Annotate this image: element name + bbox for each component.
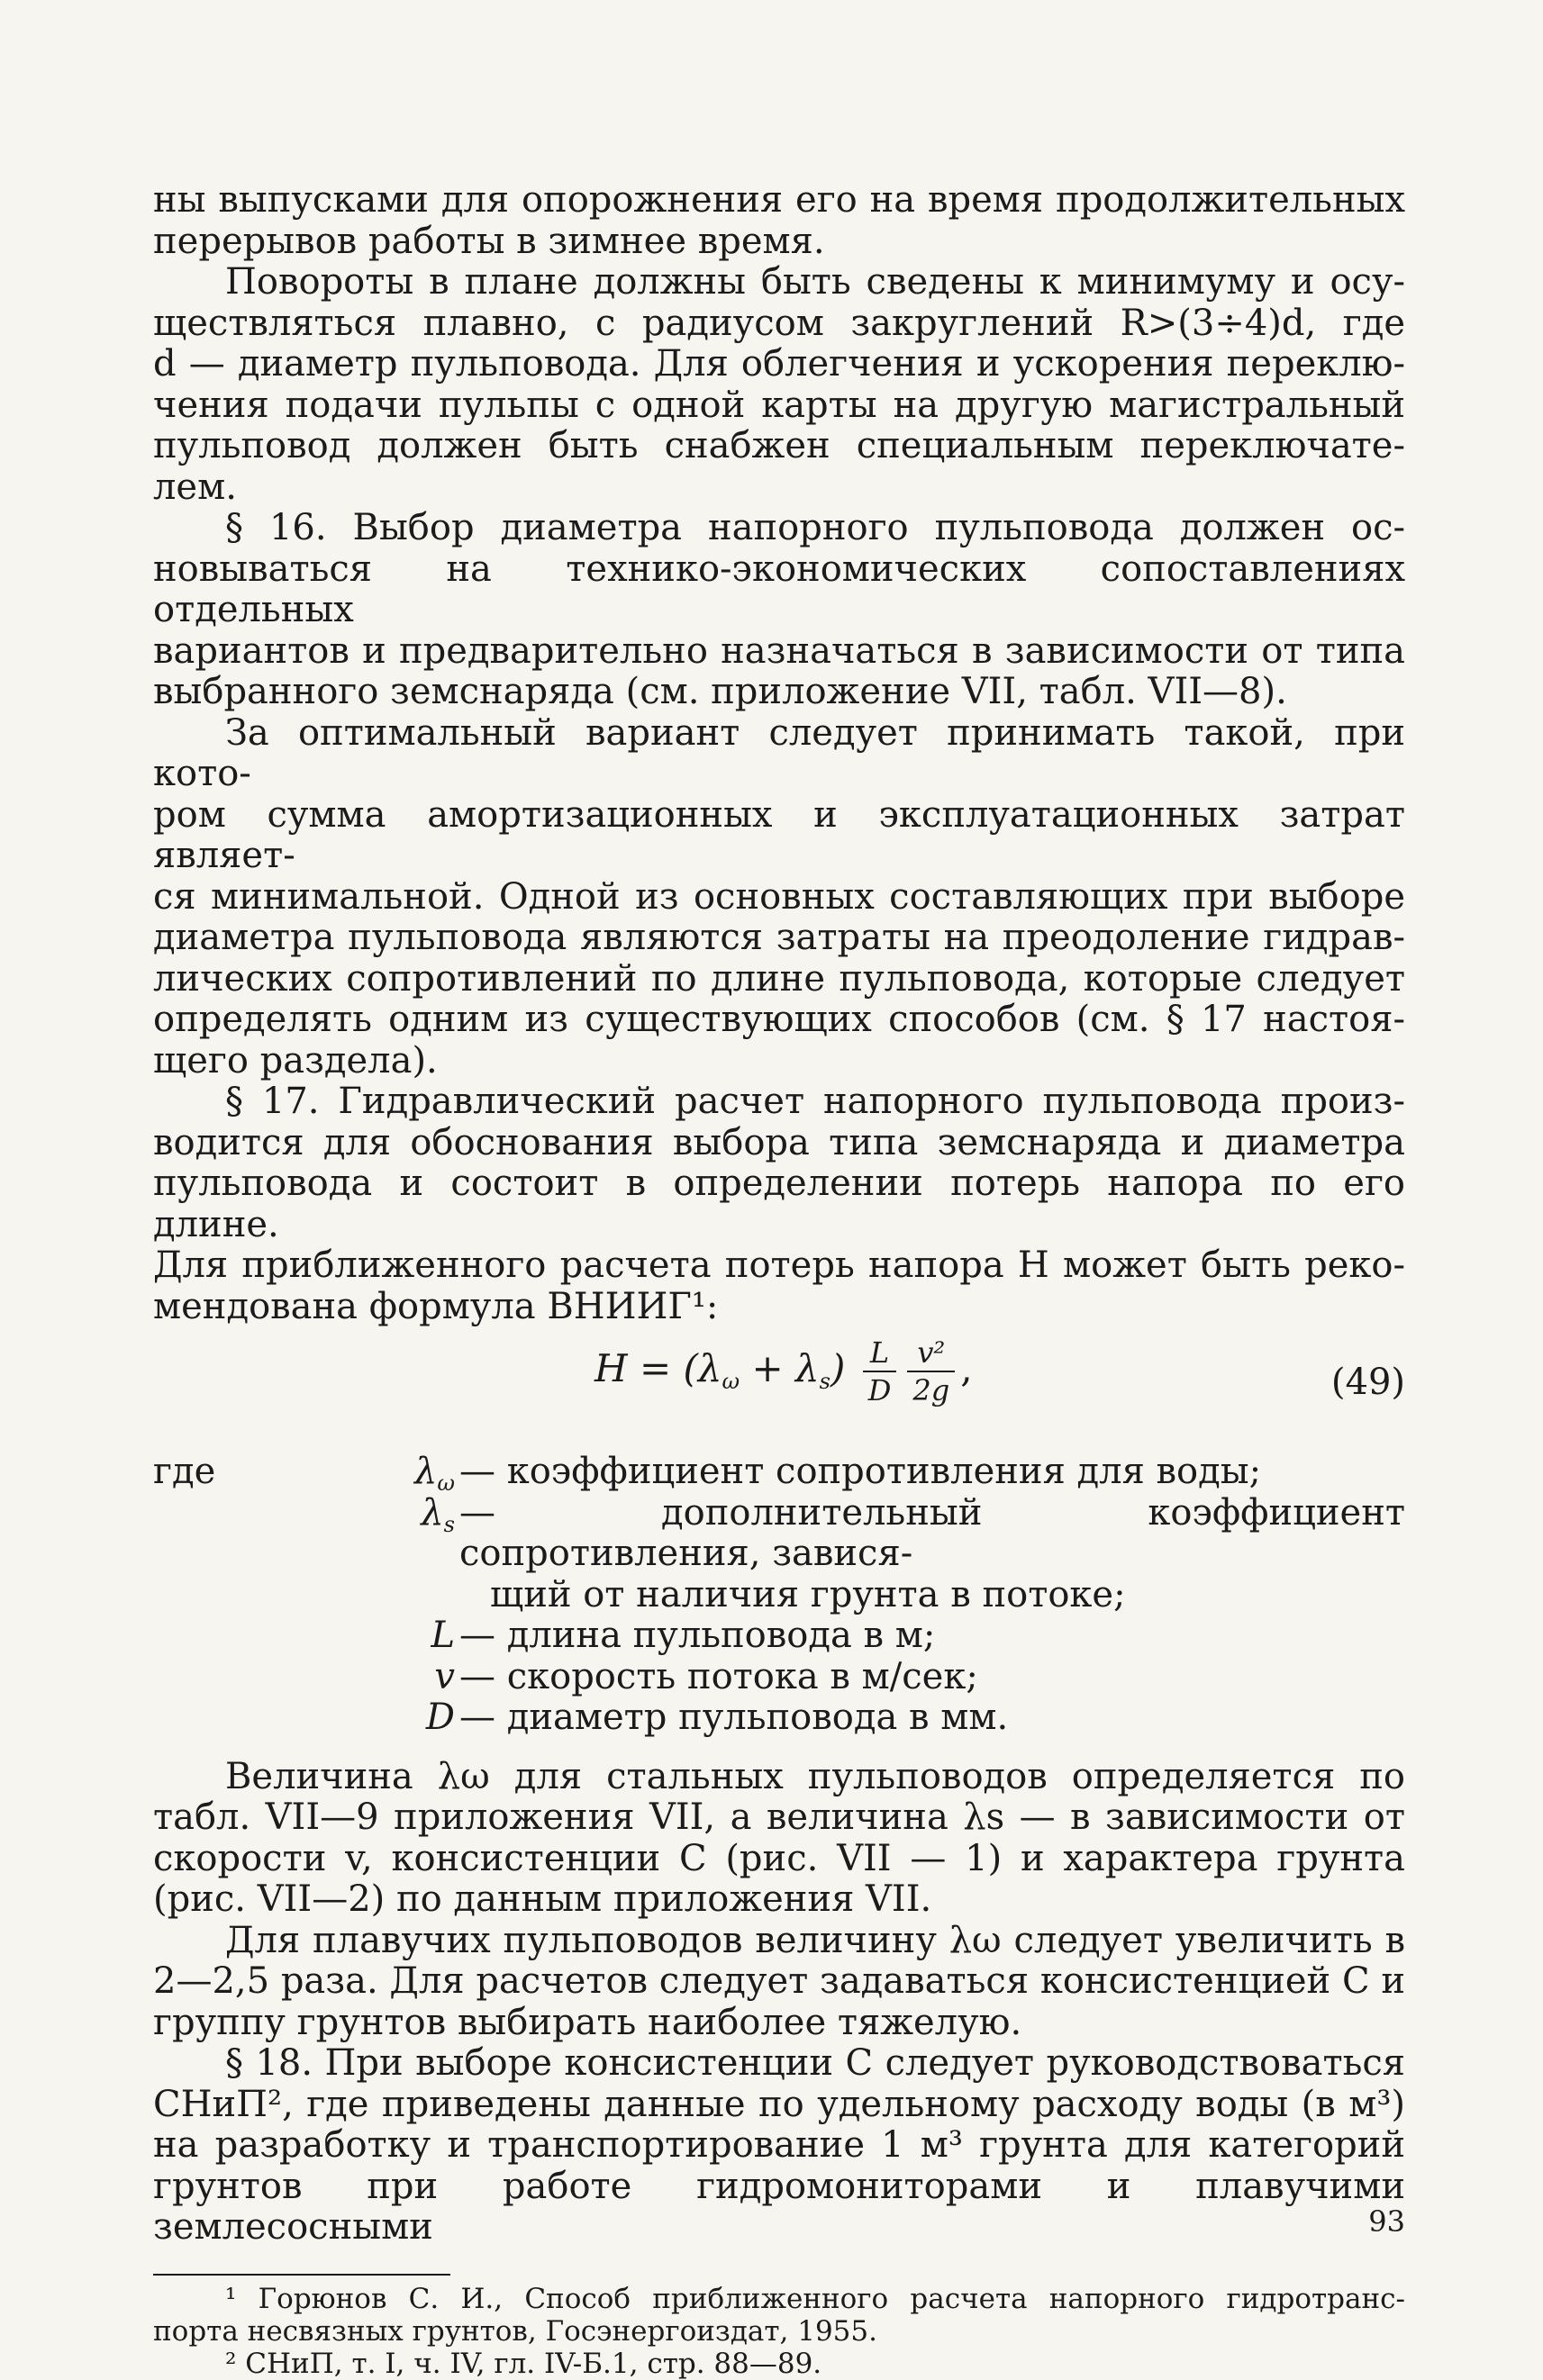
symbol-letter: D (425, 1697, 455, 1738)
definition-item (153, 1657, 1405, 1698)
text-line: выбранного земснаряда (см. приложение VII, табл. VII—8). (153, 671, 1287, 712)
paragraph-6 (153, 1757, 1405, 1921)
fraction-denominator: D (867, 1373, 892, 1407)
formula-plus: + λ (740, 1346, 820, 1390)
formula-49 (153, 1335, 1405, 1443)
symbol-letter: v (434, 1655, 455, 1697)
text-line: табл. VII—9 приложения VII, а величина λs — в зависимости от (153, 1796, 1405, 1838)
fraction-denominator: 2g (912, 1373, 950, 1407)
formula-close: ) (830, 1346, 846, 1390)
definition-item (153, 1451, 1405, 1496)
text-line: ся минимальной. Одной из основных составляющих при выборе (153, 875, 1405, 918)
definition-text: — коэффициент сопротивления для воды; (459, 1451, 1262, 1492)
paragraph-7 (153, 1921, 1405, 2044)
text-line: пульповод должен быть снабжен специальным переключате- (153, 425, 1405, 466)
text-line: чения подачи пульпы с одной карты на другую магистральный (153, 384, 1405, 426)
symbol-letter: L (431, 1615, 455, 1656)
fraction-numerator: L (863, 1335, 897, 1372)
text-line: перерывов работы в зимнее время. (153, 220, 825, 262)
text-line: на разработку и транспортирование 1 м³ грунта для категорий (153, 2124, 1405, 2166)
where-label: где (153, 1451, 216, 1492)
text-line: ром сумма амортизационных и эксплуатационных затрат являет- (153, 793, 1405, 876)
footnote-line: порта несвязных грунтов, Госэнергоиздат, 1955. (153, 2314, 877, 2348)
paragraph-8 (153, 2043, 1405, 2249)
definition-continuation: щий от наличия грунта в потоке; (490, 1573, 1126, 1615)
text-line: группу грунтов выбирать наиболее тяжелую. (153, 2001, 1022, 2043)
formula-comma: , (960, 1346, 973, 1390)
text-line: определять одним из существующих способов (см. § 17 настоя- (153, 999, 1405, 1040)
definition-symbol (261, 1615, 455, 1657)
symbol-definitions (153, 1452, 1405, 1739)
paragraph-1 (153, 180, 1405, 262)
definition-symbol (261, 1657, 455, 1698)
text-line: щего раздела). (153, 1039, 438, 1081)
text-line: новываться на технико-экономических сопоставлениях отдельных (153, 547, 1405, 630)
footnote-line: ¹ Горюнов С. И., Способ приближенного расчета напорного гидротранс- (225, 2282, 1405, 2315)
page-body (153, 180, 1405, 2380)
symbol-letter: λ (421, 1491, 444, 1534)
definition-text: — длина пульповода в м; (459, 1615, 936, 1656)
symbol-letter: λ (414, 1451, 438, 1492)
fraction-l-over-d (863, 1335, 897, 1408)
text-line: диаметра пульповода являются затраты на преодоление гидрав- (153, 917, 1405, 958)
symbol-subscript: ω (437, 1471, 455, 1496)
fraction-v2-over-2g (907, 1335, 955, 1408)
text-line: За оптимальный вариант следует принимать такой, при кото- (153, 711, 1405, 794)
text-line: СНиП², где приведены данные по удельному расходу воды (в м³) (153, 2083, 1405, 2125)
text-line: грунтов при работе гидромониторами и плавучими землесосными (153, 2165, 1405, 2248)
subscript-omega: ω (722, 1369, 740, 1394)
definition-symbol (261, 1697, 455, 1739)
symbol-subscript: s (443, 1511, 455, 1537)
text-line: вариантов и предварительно назначаться в зависимости от типа (153, 629, 1405, 672)
text-line: Для плавучих пульповодов величину λω следует увеличить в (225, 1919, 1405, 1961)
paragraph-3 (153, 508, 1405, 713)
footnote-2 (153, 2348, 1405, 2380)
text-line: (рис. VII—2) по данным приложения VII. (153, 1878, 932, 1920)
footnote-divider (153, 2274, 450, 2276)
definition-symbol (261, 1493, 455, 1546)
definition-text: — диаметр пульповода в мм. (459, 1697, 1009, 1738)
text-line: § 17. Гидравлический расчет напорного пульповода произ- (225, 1081, 1405, 1122)
paragraph-5 (153, 1081, 1405, 1327)
definition-text: — дополнительный коэффициент сопротивления, завися- (459, 1491, 1405, 1574)
text-line: лем. (153, 466, 237, 508)
definition-text: — скорость потока в м/сек; (459, 1655, 978, 1697)
formula-lhs: H = (λ (595, 1346, 722, 1390)
definition-item (153, 1493, 1405, 1616)
text-line: Повороты в плане должны быть сведены к минимуму и осу- (225, 261, 1405, 303)
text-line: § 18. При выборе консистенции C следует руководствоваться (225, 2042, 1405, 2084)
text-line: ны выпусками для опорожнения его на время продолжительных (153, 179, 1405, 221)
paragraph-4 (153, 713, 1405, 1082)
text-line: лических сопротивлений по длине пульповода, которые следует (153, 957, 1405, 1000)
text-line: пульповода и состоит в определении потерь напора по его длине. (153, 1163, 1405, 1245)
footnote-1 (153, 2283, 1405, 2348)
equation-number: (49) (1330, 1362, 1405, 1403)
definition-item (153, 1697, 1405, 1739)
text-line: d — диаметр пульповода. Для облегчения и ускорения переклю- (153, 343, 1405, 385)
text-line: скорости v, консистенции C (рис. VII — 1) и характера грунта (153, 1837, 1405, 1879)
text-line: 2—2,5 раза. Для расчетов следует задаваться консистенцией C и (153, 1960, 1405, 2002)
formula-expression (595, 1335, 973, 1408)
text-line: § 16. Выбор диаметра напорного пульповода должен ос- (225, 507, 1405, 548)
definition-item (153, 1615, 1405, 1657)
subscript-s: s (819, 1369, 830, 1394)
fraction-numerator: v² (907, 1335, 955, 1372)
text-line: мендована формула ВНИИГ¹: (153, 1285, 719, 1327)
text-line: Для приближенного расчета потерь напора H может быть реко- (153, 1244, 1405, 1286)
text-line: Величина λω для стальных пульповодов определяется по (225, 1755, 1405, 1797)
text-line: ществляться плавно, с радиусом закруглений R>(3÷4)d, где (153, 302, 1405, 344)
paragraph-2 (153, 262, 1405, 508)
page-number: 93 (1368, 2204, 1405, 2239)
footnote-line: ² СНиП, т. I, ч. IV, гл. IV-Б.1, стр. 88—89. (225, 2347, 822, 2380)
text-line: водится для обоснования выбора типа земснаряда и диаметра (153, 1121, 1405, 1163)
